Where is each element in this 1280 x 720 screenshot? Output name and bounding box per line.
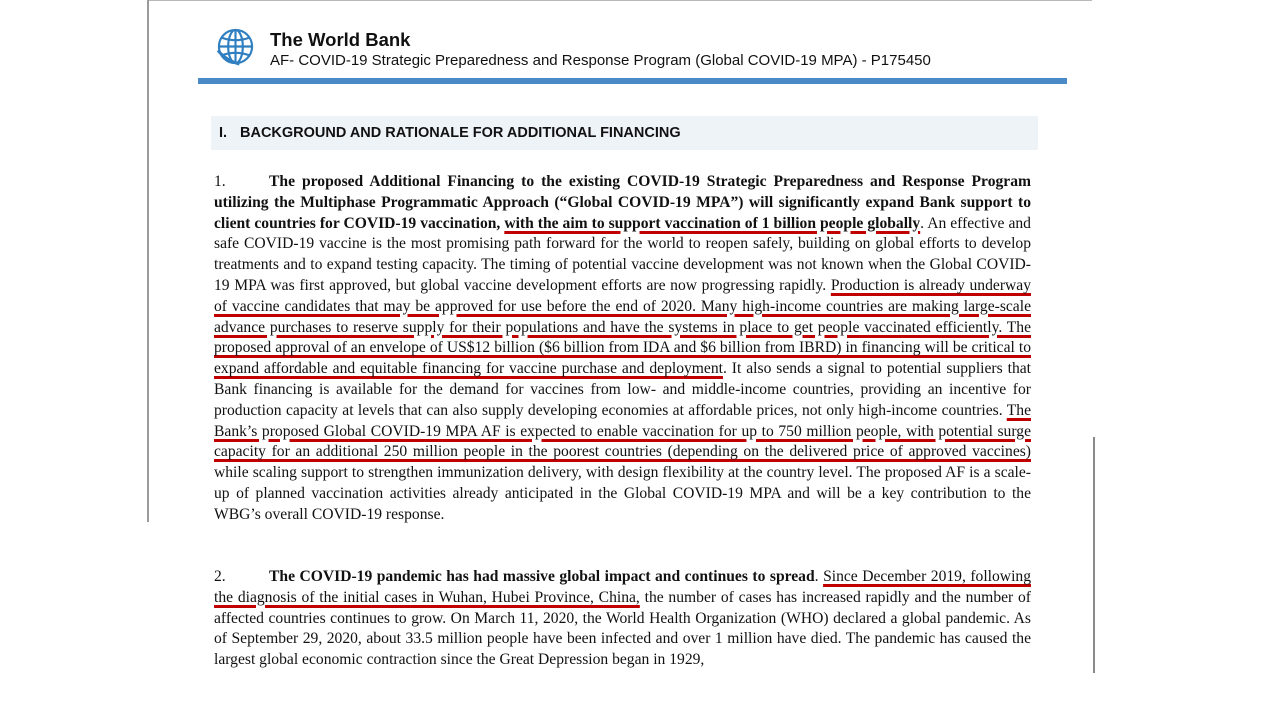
project-title: AF- COVID-19 Strategic Preparedness and Response Program (Global COVID-19 MPA) - P175450 <box>270 52 931 69</box>
paragraph-number: 2. <box>214 568 226 585</box>
highlighted-phrase: Since December 2019, following the diagnosis of the initial cases in Wuhan, Hubei Province, China, <box>214 568 1031 606</box>
page-right-edge <box>1093 437 1095 673</box>
section-heading <box>219 125 681 141</box>
body-text: . An effective and safe COVID-19 vaccine is the most promising path forward for the world to reopen safely, building on global efforts to develop treatments and to expand testing capacity. The timing of potential vaccine development was not known when the Global COVID-19 MPA was first approved, but global vaccine development efforts are now progressing rapidly. <box>214 214 1031 294</box>
bold-lead-sentence: The proposed Additional Financing to the existing COVID-19 Strategic Preparedness and Response Program utilizing the Multiphase Programmatic Approach (“Global COVID-19 MPA”) will significantly expand Bank support to client countries for COVID-19 vaccination, <box>214 173 1031 232</box>
globe-logo-icon <box>216 27 255 66</box>
body-text: the number of cases has increased rapidly and the number of affected countries continues to grow. On March 11, 2020, the World Health Organization (WHO) declared a global pandemic. As of September 29, 2020, about 33.5 million people have been infected and over 1 million have died. The pandemic has caused the largest global economic contraction since the Great Depression began in 1929, <box>214 588 1031 669</box>
section-number: I. <box>219 125 228 141</box>
section-title: BACKGROUND AND RATIONALE FOR ADDITIONAL FINANCING <box>240 125 681 141</box>
page-top-edge <box>149 0 1092 1</box>
paragraph-2 <box>214 567 1031 671</box>
organization-name: The World Bank <box>270 29 411 50</box>
body-text: while scaling support to strengthen immunization delivery, with design flexibility at the country level. The proposed AF is a scale-up of planned vaccination activities already anticipated in the Global COVID-19 MPA and will be a key contribution to the WBG’s overall COVID-19 response. <box>214 464 1031 523</box>
header-rule <box>198 78 1067 84</box>
paragraph-1 <box>214 172 1031 526</box>
paragraph-number: 1. <box>214 173 226 190</box>
body-text: . <box>814 568 824 585</box>
bold-lead-sentence: The COVID-19 pandemic has had massive global impact and continues to spread <box>269 568 815 585</box>
body-text: . It also sends a signal to potential suppliers that Bank financing is available for the demand for vaccines from low- and middle-income countries, providing an incentive for production capacity at levels that can also supply developing economies at affordable prices, not only high-income countries. <box>214 360 1031 419</box>
page-left-edge <box>147 0 149 522</box>
highlighted-phrase: Production is already underway of vaccine candidates that may be approved for use before the end of 2020. Many high-income countries are making large-scale advance purchases to reserve supply for their populations and have the systems in place to get people vaccinated efficiently. The proposed approval of an envelope of US$12 billion ($6 billion from IDA and $6 billion from IBRD) in financing will be critical to expand affordable and equitable financing for vaccine purchase and deployment <box>214 276 1031 378</box>
highlighted-phrase: with the aim to support vaccination of 1 billion people globally <box>504 214 921 232</box>
highlighted-phrase: The Bank’s proposed Global COVID-19 MPA AF is expected to enable vaccination for up to 750 million people, with potential surge capacity for an additional 250 million people in the poorest countries (depending on the delivered price of approved vaccines) <box>214 401 1031 461</box>
